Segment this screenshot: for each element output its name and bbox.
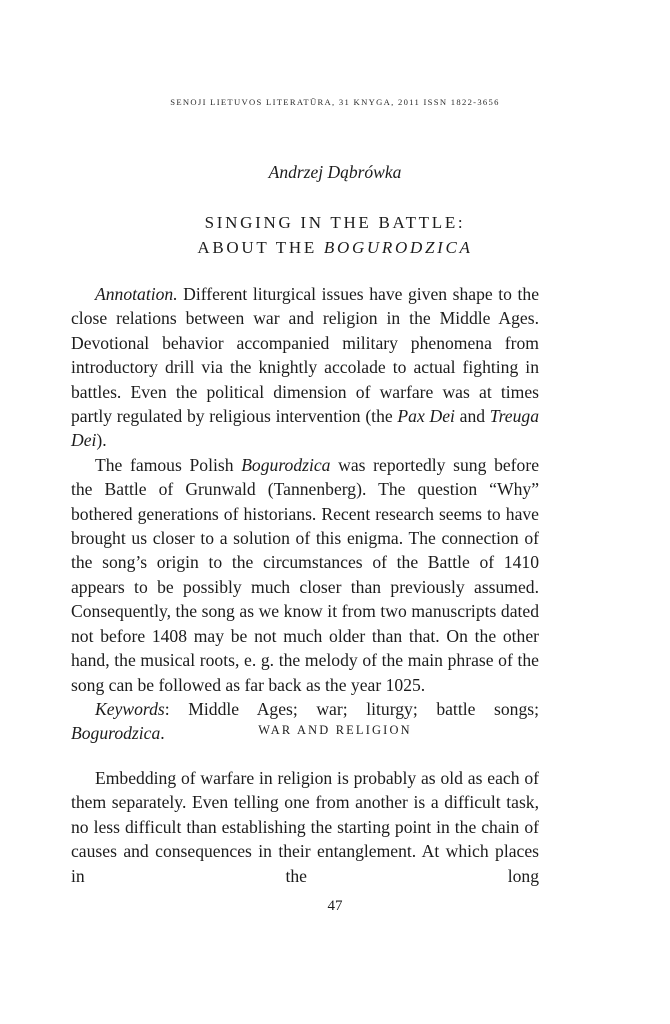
abstract-paragraph-2 [71,453,539,697]
abstract-p2-start: The famous Polish [95,454,242,475]
title-line-2-prefix: ABOUT THE [197,238,324,257]
abstract [71,282,539,746]
annotation-term-pax-dei: Pax Dei [397,406,455,427]
annotation-label: Annotation. [95,284,178,304]
annotation-paragraph [71,282,539,453]
abstract-p2-text: was reportedly sung before the Battle of Grunwald (Tannenberg). The question “Why” bothered generations of historians. Recent research seems to have brought us closer to a solution of this enigma. The connection of the song’s origin to the circumstances of the Battle of 1410 appears to be possibly much closer than previously assumed. Consequently, the song as we know it from two manuscripts dated not before 1408 may be not much older than that. On the other hand, the musical roots, e. g. the melody of the main phrase of the song can be followed as far back as the year 1025. [71,454,540,695]
running-header: SENOJI LIETUVOS LITERATŪRA, 31 KNYGA, 2011 ISSN 1822-3656 [170,97,500,107]
article-title [0,210,670,260]
article-author: Andrzej Dąbrówka [268,162,402,182]
title-line-1: SINGING IN THE BATTLE: [204,213,466,232]
section-body [71,766,539,888]
keywords-paragraph [71,697,539,746]
title-line-2 [0,235,670,260]
keywords-end: . [160,723,165,744]
abstract-p2-term: Bogurodzica [241,454,331,475]
annotation-and: and [454,406,490,427]
annotation-term-treuga-dei: Treuga Dei [71,406,540,451]
title-line-2-italic: BOGURODZICA [323,238,473,257]
keywords-label: Keywords [95,698,165,719]
annotation-end: ). [96,430,107,451]
page-number: 47 [327,898,343,914]
annotation-text: Different liturgical issues have given shape to the close relations between war and religion in the Middle Ages. Devotional behavior accompanied military phenomena from introductory drill via the knightly accolade to actual fighting in battles. Even the political dimension of warfare was at times partly regulated by religious intervention (the [71,284,539,427]
section-paragraph-1: Embedding of warfare in religion is probably as old as each of them separately. Even telling one from another is a difficult task, no less difficult than establishing the starting point in the chain of causes and consequences in their entanglement. At which places in the long [71,768,539,886]
keywords-term: Bogurodzica [71,723,161,744]
keywords-text: : Middle Ages; war; liturgy; battle songs; [164,698,539,719]
section-heading: WAR AND RELIGION [258,723,412,737]
